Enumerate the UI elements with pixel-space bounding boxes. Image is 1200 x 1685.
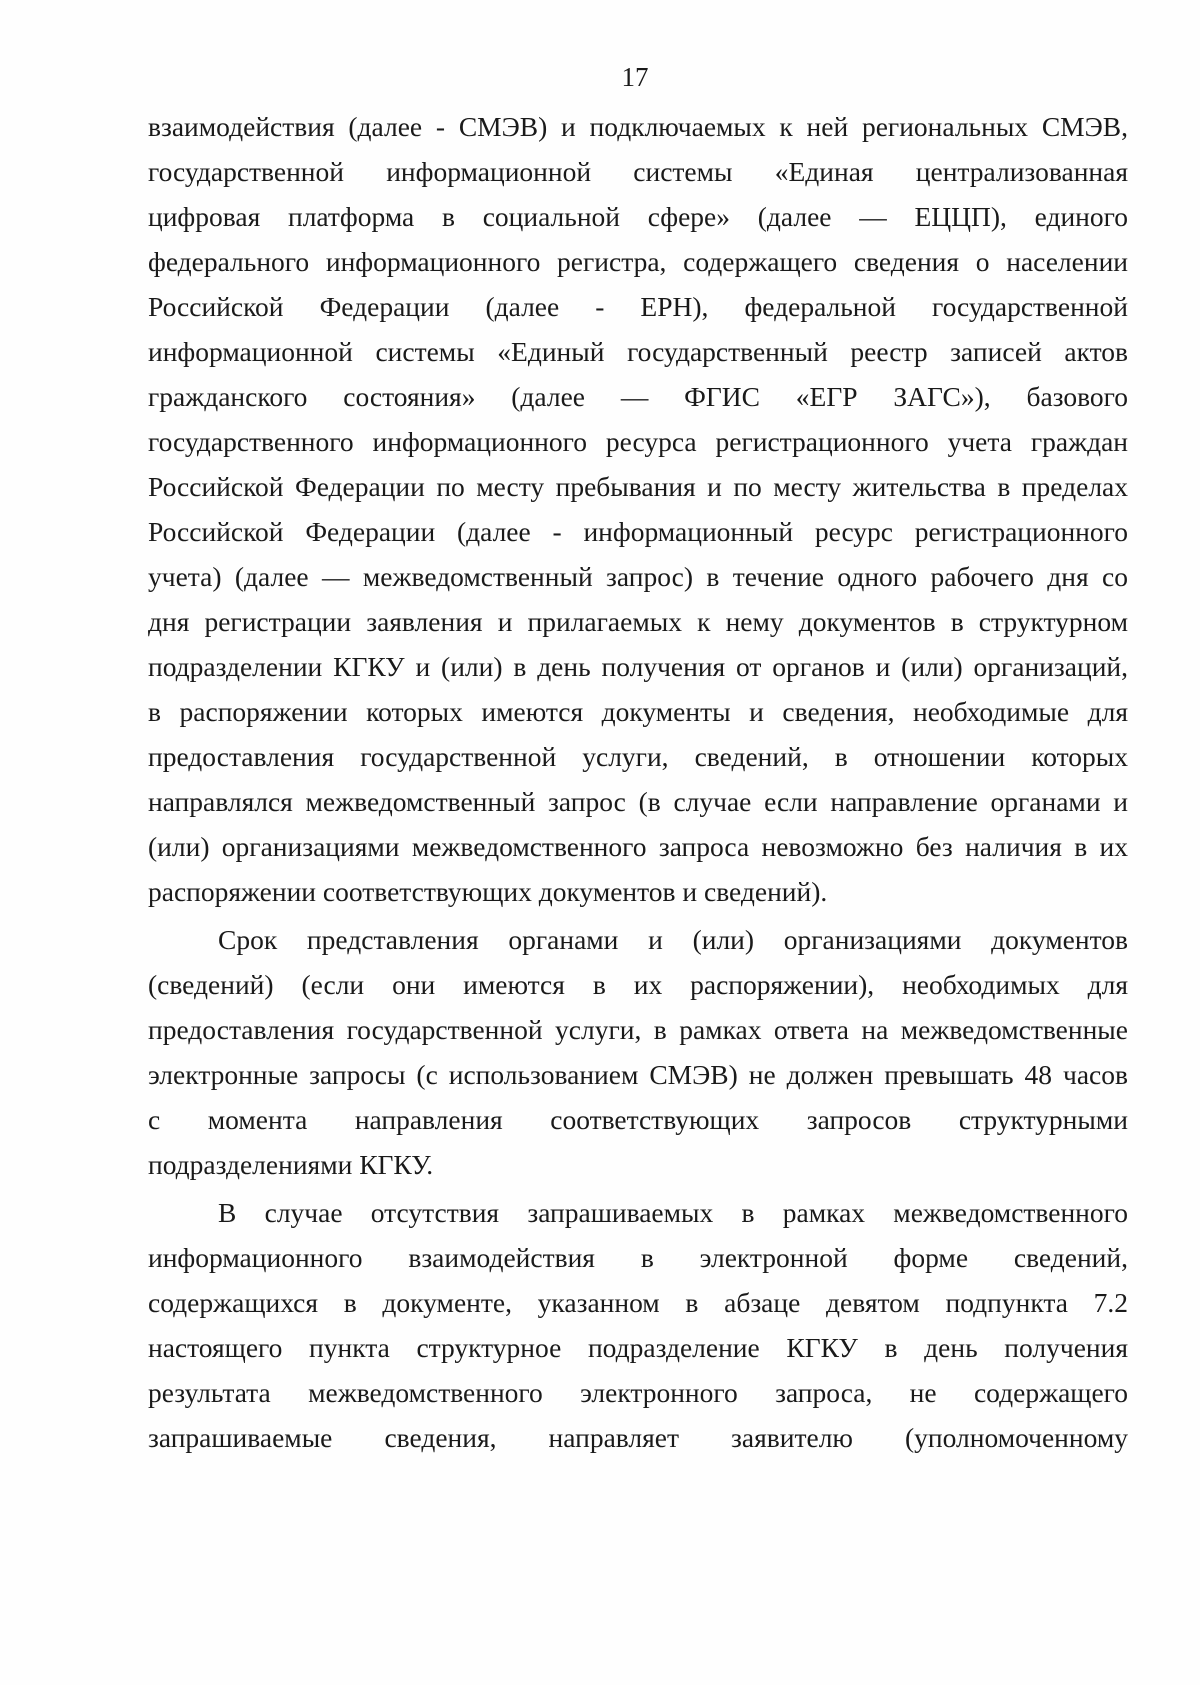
text-line: Российской Федерации (далее - информационный ресурс регистрационного (148, 516, 1128, 547)
text-line: государственного информационного ресурса регистрационного учета граждан (148, 426, 1128, 457)
text-line: дня регистрации заявления и прилагаемых к нему документов в структурном (148, 606, 1128, 637)
text-line: в распоряжении которых имеются документы и сведения, необходимые для (148, 696, 1128, 727)
text-line: федерального информационного регистра, содержащего сведения о населении (148, 246, 1128, 277)
text-line: с момента направления соответствующих запросов структурными (148, 1104, 1128, 1135)
text-line: электронные запросы (с использованием СМЭВ) не должен превышать 48 часов (148, 1059, 1128, 1090)
text-line: (сведений) (если они имеются в их распоряжении), необходимых для (148, 969, 1128, 1000)
text-line: предоставления государственной услуги, сведений, в отношении которых (148, 741, 1128, 772)
text-line: государственной информационной системы «Единая централизованная (148, 156, 1128, 187)
text-line: распоряжении соответствующих документов и сведений). (148, 876, 828, 907)
text-line: подразделениями КГКУ. (148, 1149, 434, 1180)
text-line: информационной системы «Единый государственный реестр записей актов (148, 336, 1128, 367)
text-line: предоставления государственной услуги, в рамках ответа на межведомственные (148, 1014, 1128, 1045)
text-line: цифровая платформа в социальной сфере» (далее — ЕЦЦП), единого (148, 201, 1128, 232)
text-line: информационного взаимодействия в электронной форме сведений, (148, 1242, 1128, 1273)
text-line: подразделении КГКУ и (или) в день получения от органов и (или) организаций, (148, 651, 1128, 682)
text-line: гражданского состояния» (далее — ФГИС «ЕГР ЗАГС»), базового (148, 381, 1128, 412)
text-line: запрашиваемые сведения, направляет заявителю (уполномоченному (148, 1422, 1128, 1453)
text-line: взаимодействия (далее - СМЭВ) и подключаемых к ней региональных СМЭВ, (148, 111, 1128, 142)
text-line: (или) организациями межведомственного запроса невозможно без наличия в их (148, 831, 1128, 862)
paragraph-first-line: В случае отсутствия запрашиваемых в рамках межведомственного (218, 1197, 1128, 1228)
page-number: 17 (621, 62, 649, 92)
text-line: Российской Федерации по месту пребывания и по месту жительства в пределах (148, 471, 1128, 502)
text-line: содержащихся в документе, указанном в абзаце девятом подпункта 7.2 (148, 1287, 1128, 1318)
text-line: учета) (далее — межведомственный запрос) в течение одного рабочего дня со (148, 561, 1128, 592)
paragraph-first-line: Срок представления органами и (или) организациями документов (218, 924, 1128, 955)
text-line: настоящего пункта структурное подразделение КГКУ в день получения (148, 1332, 1128, 1363)
text-line: направлялся межведомственный запрос (в случае если направление органами и (148, 786, 1128, 817)
text-line: Российской Федерации (далее - ЕРН), федеральной государственной (148, 291, 1128, 322)
text-line: результата межведомственного электронного запроса, не содержащего (148, 1377, 1128, 1408)
